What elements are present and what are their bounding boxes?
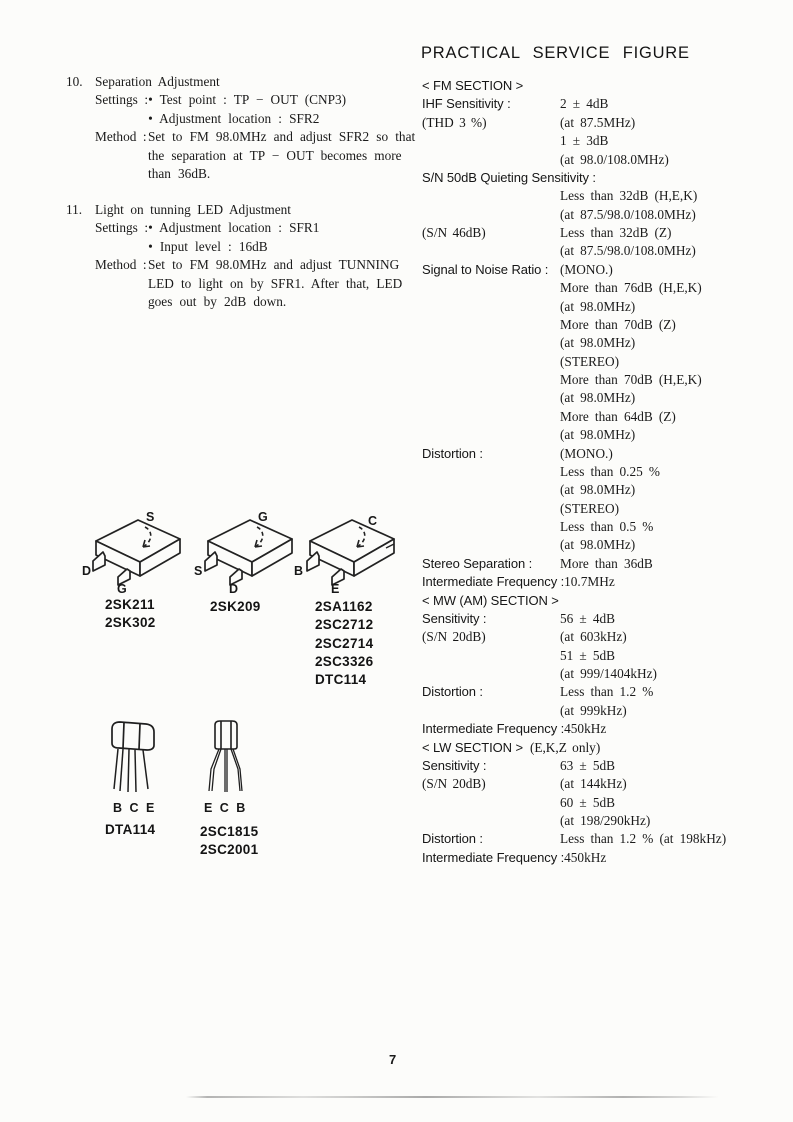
spec-row <box>422 703 788 721</box>
settings-label: Settings : <box>95 220 149 236</box>
spec-value: (at 198/290kHz) <box>560 813 651 828</box>
spec-row <box>422 464 788 482</box>
spec-row <box>422 666 788 684</box>
spec-row <box>422 243 788 261</box>
part-number: 2SC2001 <box>200 842 259 858</box>
adjustment-item-11 <box>66 201 402 311</box>
spec-row <box>422 482 788 500</box>
spec-row <box>422 501 788 519</box>
spec-row <box>422 611 788 629</box>
spec-value: 56 ± 4dB <box>560 610 616 626</box>
spec-row <box>422 776 788 794</box>
spec-label: < MW (AM) SECTION > <box>422 592 559 608</box>
spec-row <box>422 850 788 868</box>
package-part-numbers <box>105 596 156 633</box>
spec-value: 63 ± 5dB <box>560 757 616 773</box>
spec-row <box>422 519 788 537</box>
part-number: 2SK302 <box>105 615 156 631</box>
spec-label: (S/N 46dB) <box>422 225 486 240</box>
spec-row <box>422 262 788 280</box>
spec-value: 51 ± 5dB <box>560 647 616 663</box>
item-title: Light on tunning LED Adjustment <box>95 202 291 217</box>
spec-row <box>422 188 788 206</box>
spec-value: 10.7MHz <box>564 574 615 590</box>
sot23-drawing <box>298 514 398 588</box>
spec-row <box>422 629 788 647</box>
spec-label: Intermediate Frequency : <box>422 574 565 590</box>
spec-row <box>422 280 788 298</box>
pin-label-top: G <box>258 510 268 524</box>
package-part-numbers <box>105 821 155 839</box>
spec-value: Less than 32dB (H,E,K) <box>560 188 698 204</box>
pin-label-bottom: D <box>229 582 239 596</box>
spec-value: 450kHz <box>564 849 607 865</box>
spec-value: (at 87.5/98.0/108.0MHz) <box>560 243 696 259</box>
spec-value: More than 76dB (H,E,K) <box>560 280 702 296</box>
spec-row <box>422 758 788 776</box>
setting-line: • Adjustment location : SFR2 <box>148 110 320 126</box>
spec-value: More than 64dB (Z) <box>560 408 676 424</box>
spec-row <box>422 354 788 372</box>
spec-row <box>422 390 788 408</box>
spec-value: (at 98.0MHz) <box>560 482 636 498</box>
pin-label-left: B <box>294 564 304 578</box>
spec-row <box>422 427 788 445</box>
spec-value: (at 87.5MHz) <box>560 114 636 130</box>
method-line: Set to FM 98.0MHz and adjust TUNNING <box>148 257 400 273</box>
method-line: goes out by 2dB down. <box>148 294 287 310</box>
spec-label: Sensitivity : <box>422 757 487 773</box>
spec-row <box>422 740 788 758</box>
spec-row <box>422 831 788 849</box>
spec-row <box>422 446 788 464</box>
part-number: 2SC2712 <box>315 617 374 633</box>
spec-value: (at 98.0MHz) <box>560 298 636 314</box>
spec-value: (at 98.0MHz) <box>560 335 636 351</box>
spec-row <box>422 96 788 114</box>
spec-row <box>422 795 788 813</box>
part-number: 2SA1162 <box>315 599 373 614</box>
spec-label: Sensitivity : <box>422 610 487 626</box>
spec-value: 2 ± 4dB <box>560 96 609 112</box>
spec-row <box>422 133 788 151</box>
spec-value: (at 999kHz) <box>560 702 627 718</box>
setting-line: • Adjustment location : SFR1 <box>148 220 320 236</box>
spec-value: Less than 0.5 % <box>560 519 654 534</box>
spec-value: (at 603kHz) <box>560 629 627 645</box>
setting-line: • Input level : 16dB <box>148 238 268 254</box>
part-number: DTC114 <box>315 672 367 688</box>
spec-label: S/N 50dB Quieting Sensitivity : <box>422 169 596 185</box>
part-number: 2SK211 <box>105 597 155 612</box>
part-number: 2SC2714 <box>315 635 374 651</box>
spec-value: (MONO.) <box>560 445 613 461</box>
method-line: Set to FM 98.0MHz and adjust SFR2 so that <box>148 129 416 145</box>
spec-row <box>422 813 788 831</box>
spec-label-suffix: (E,K,Z only) <box>529 739 601 755</box>
package-part-numbers <box>200 823 258 860</box>
item-title: Separation Adjustment <box>95 74 220 89</box>
spec-value: Less than 1.2 % <box>560 684 654 700</box>
adjustment-item-10 <box>66 73 415 183</box>
spec-row <box>422 721 788 739</box>
package-part-numbers <box>210 598 261 616</box>
spec-value: (at 999/1404kHz) <box>560 666 657 681</box>
spec-value: (at 98.0MHz) <box>560 390 636 406</box>
package-diagram-to92-2 <box>194 717 284 867</box>
spec-row <box>422 684 788 702</box>
spec-label: < FM SECTION > <box>422 78 524 93</box>
spec-value: Less than 32dB (Z) <box>560 225 672 240</box>
spec-row <box>422 207 788 225</box>
spec-row <box>422 648 788 666</box>
spec-row <box>422 574 788 592</box>
spec-row <box>422 78 788 96</box>
sot23-drawing <box>196 514 296 588</box>
method-line: than 36dB. <box>148 166 211 182</box>
spec-row <box>422 593 788 611</box>
spec-row <box>422 115 788 133</box>
spec-label: Distortion : <box>422 831 483 847</box>
spec-label: (S/N 20dB) <box>422 629 486 645</box>
pin-label-top: C <box>368 514 378 528</box>
page-number: 7 <box>389 1052 397 1067</box>
pin-label-left: D <box>82 564 92 578</box>
package-diagram-to92-1 <box>100 717 190 867</box>
part-number: DTA114 <box>105 822 156 837</box>
method-line: LED to light on by SFR1. After that, LED <box>148 275 403 291</box>
spec-value: 60 ± 5dB <box>560 794 616 810</box>
spec-value: More than 36dB <box>560 555 653 571</box>
part-number: 2SK209 <box>210 599 261 614</box>
spec-row <box>422 372 788 390</box>
spec-row <box>422 335 788 353</box>
spec-value: (at 98.0/108.0MHz) <box>560 151 669 167</box>
method-line: the separation at TP − OUT becomes more <box>148 147 402 163</box>
spec-row <box>422 225 788 243</box>
package-part-numbers <box>315 598 373 689</box>
spec-label: (THD 3 %) <box>422 114 487 130</box>
spec-row <box>422 170 788 188</box>
spec-row <box>422 299 788 317</box>
spec-value: 450kHz <box>564 721 607 737</box>
spec-label: Distortion : <box>422 684 483 700</box>
spec-label: < LW SECTION > (E,K,Z only) <box>422 739 601 755</box>
spec-row <box>422 152 788 170</box>
spec-value: (at 144kHz) <box>560 776 627 792</box>
spec-label: Intermediate Frequency : <box>422 721 565 737</box>
spec-value: More than 70dB (Z) <box>560 316 676 332</box>
item-number: 11. <box>66 202 83 217</box>
item-number: 10. <box>66 74 83 89</box>
spec-value: (STEREO) <box>560 500 620 516</box>
spec-value: Less than 0.25 % <box>560 463 660 479</box>
sot23-drawing <box>84 514 184 588</box>
spec-label: Intermediate Frequency : <box>422 849 565 865</box>
setting-line: • Test point : TP − OUT (CNP3) <box>148 92 347 108</box>
spec-value: Less than 1.2 % (at 198kHz) <box>560 831 727 847</box>
part-number: 2SC1815 <box>200 824 259 839</box>
pin-label-bottom: E <box>331 582 340 596</box>
spec-value: (at 98.0MHz) <box>560 537 636 553</box>
spec-value: More than 70dB (H,E,K) <box>560 372 702 387</box>
pin-labels-row: E C B <box>204 801 248 815</box>
pin-label-bottom: G <box>117 582 127 596</box>
package-diagram-sot23-1 <box>80 506 203 636</box>
page-title: PRACTICAL SERVICE FIGURE <box>421 44 690 62</box>
spec-label: (S/N 20dB) <box>422 776 486 792</box>
settings-label: Settings : <box>95 92 149 108</box>
spec-rows <box>422 78 788 868</box>
pin-label-left: S <box>194 564 203 578</box>
spec-label: Stereo Separation : <box>422 555 533 571</box>
spec-value: (STEREO) <box>560 353 620 369</box>
scan-artifact-line <box>186 1096 719 1098</box>
to92-drawing <box>102 719 164 799</box>
pin-labels-row: B C E <box>113 801 157 815</box>
spec-label: Signal to Noise Ratio : <box>422 261 549 277</box>
method-label: Method : <box>95 129 147 145</box>
spec-row <box>422 409 788 427</box>
part-number: 2SC3326 <box>315 653 374 669</box>
spec-value: 1 ± 3dB <box>560 133 609 149</box>
pin-label-top: S <box>146 510 155 524</box>
spec-value: (MONO.) <box>560 261 613 277</box>
method-label: Method : <box>95 257 147 273</box>
package-diagram-sot23-3 <box>294 506 414 696</box>
to92-drawing <box>202 719 250 799</box>
spec-label: IHF Sensitivity : <box>422 96 511 112</box>
spec-value: (at 98.0MHz) <box>560 427 636 443</box>
spec-row <box>422 556 788 574</box>
spec-row <box>422 537 788 555</box>
spec-label: Distortion : <box>422 445 483 461</box>
spec-value: (at 87.5/98.0/108.0MHz) <box>560 206 696 222</box>
spec-row <box>422 317 788 335</box>
